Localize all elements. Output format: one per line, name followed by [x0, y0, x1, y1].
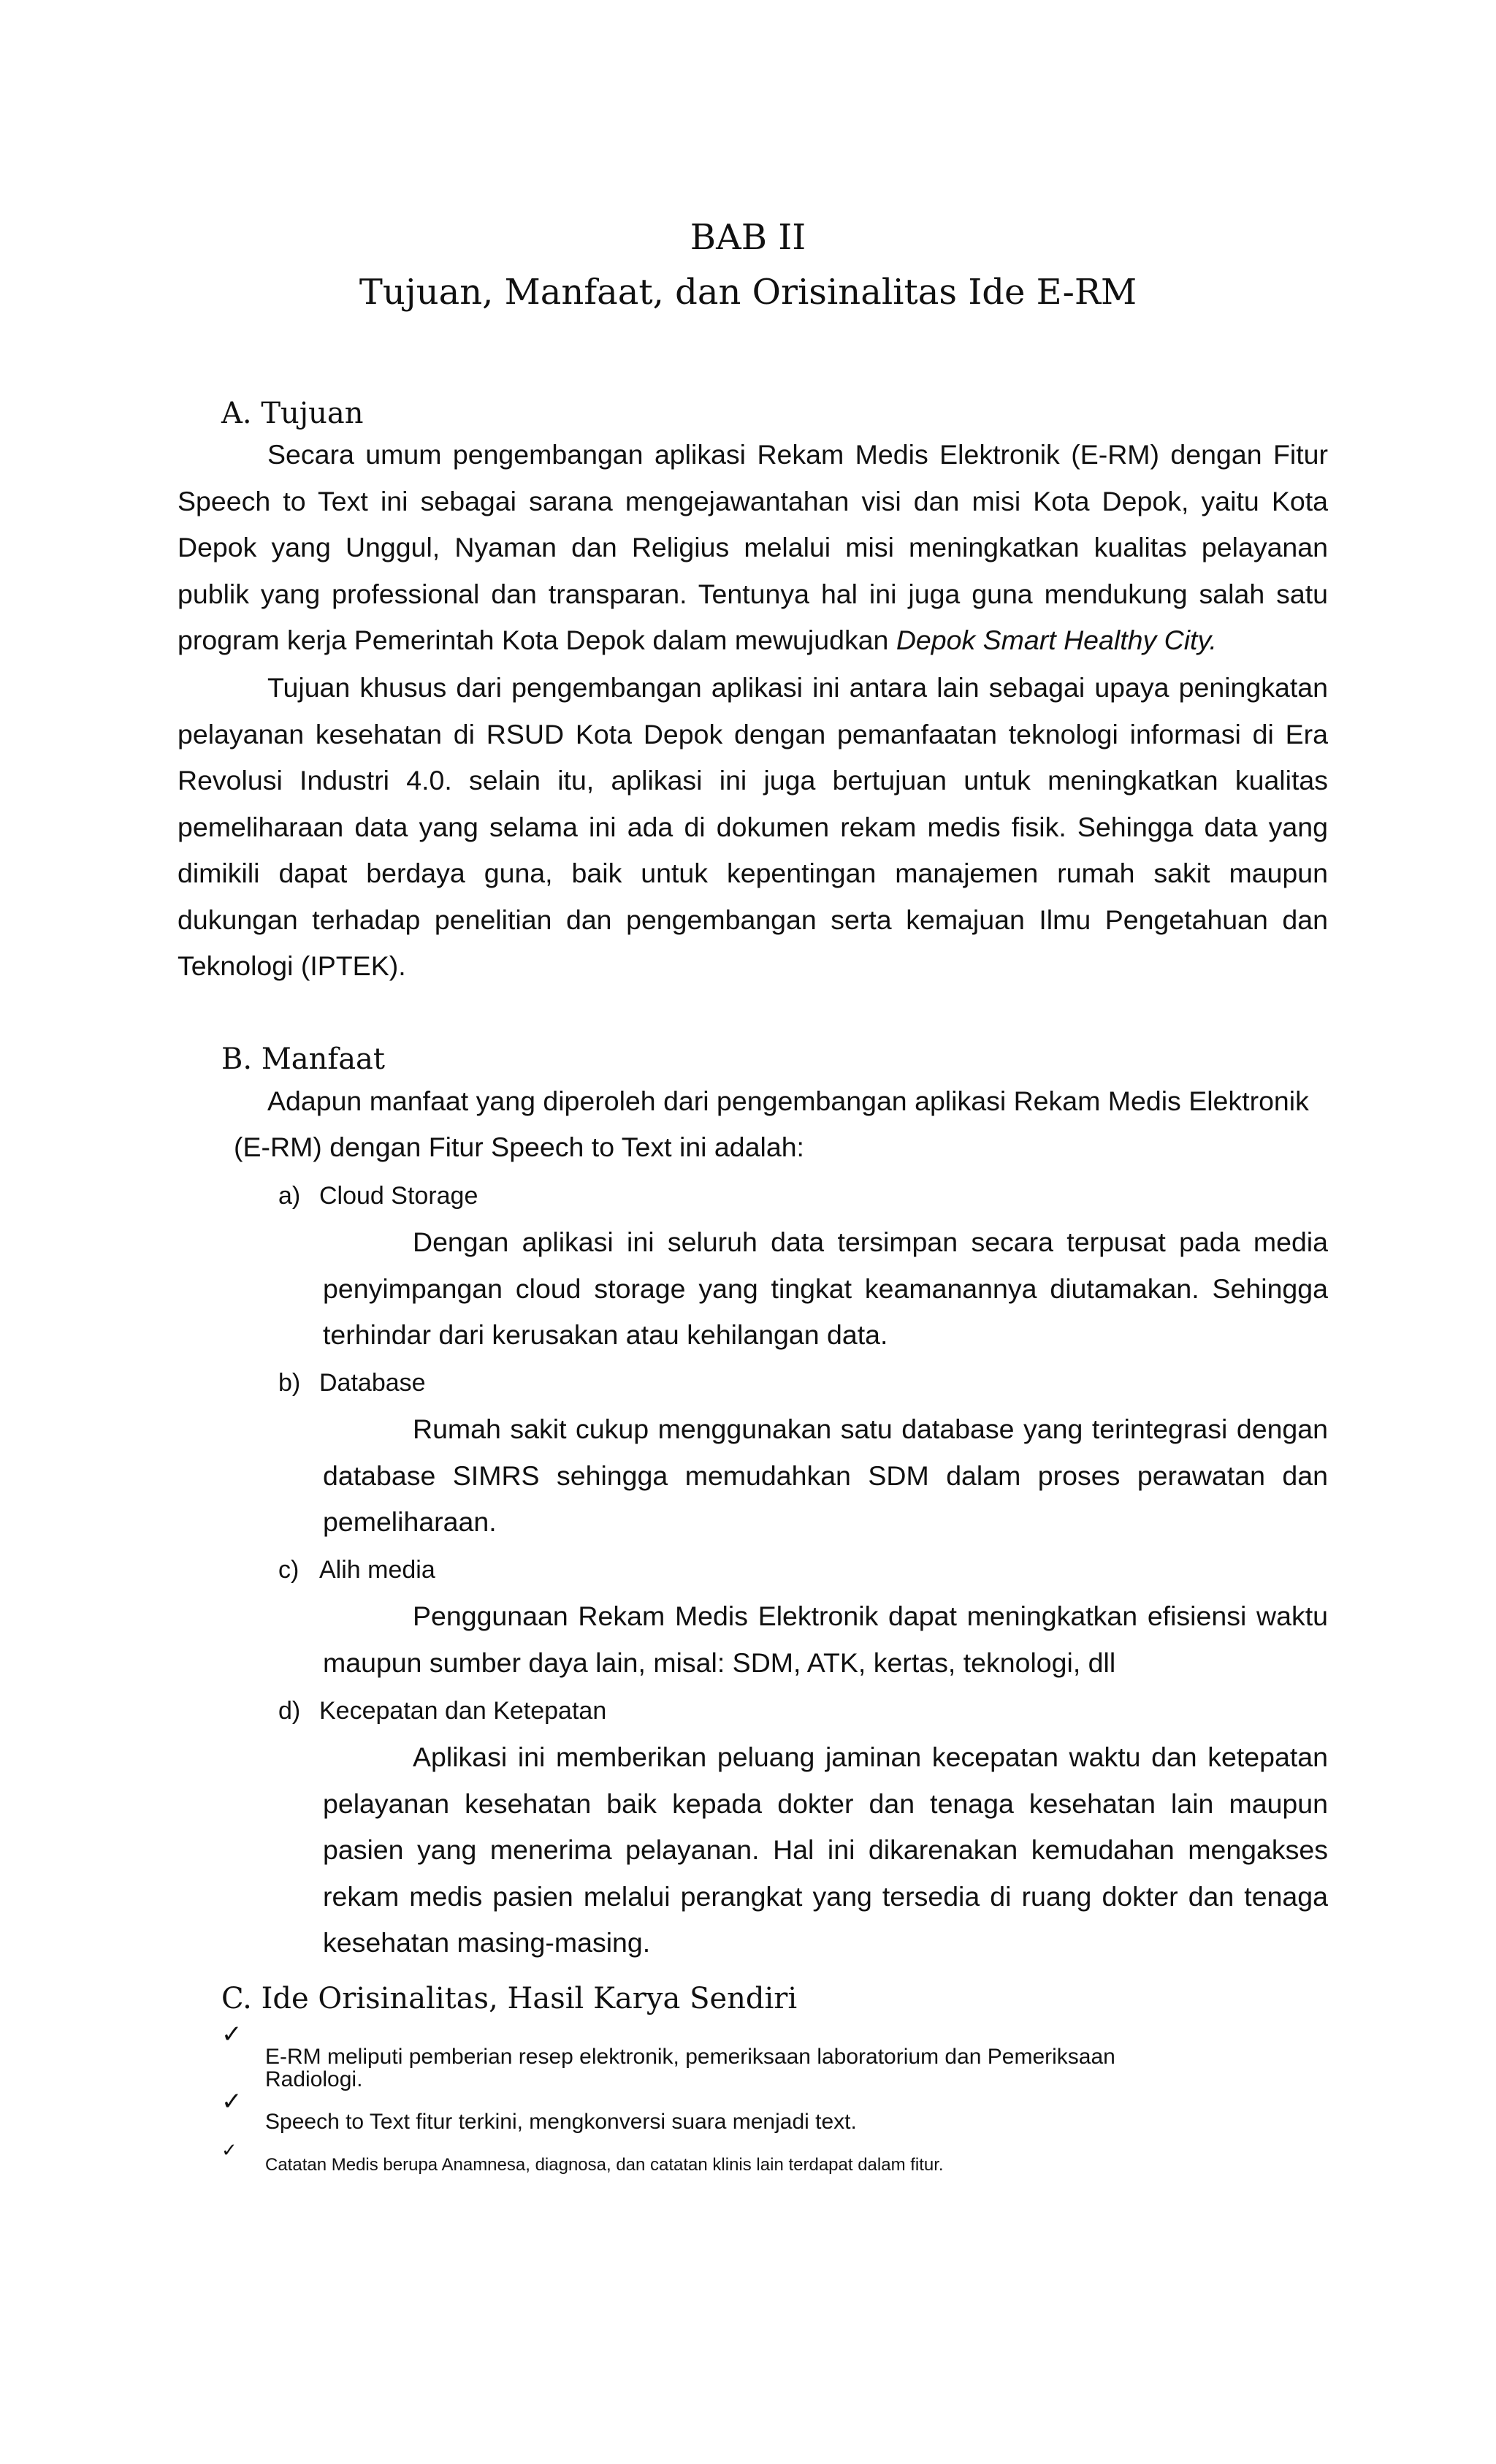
- originality-item-line: Speech to Text fitur terkini, mengkonversi suara menjadi text.: [265, 2110, 857, 2134]
- section-a-paragraph-1: [178, 432, 1328, 664]
- originality-item-line: Catatan Medis berupa Anamnesa, diagnosa, dan catatan klinis lain terdapat dalam fitur.: [265, 2155, 944, 2175]
- section-a-paragraph-1-text: Secara umum pengembangan aplikasi Rekam Medis Elektronik (E-RM) dengan Fitur Speech to Text ini sebagai sarana mengejawantahan visi dan misi Kota Depok, yaitu Kota Depok yang Unggul, Nyaman dan Religius melalui misi meningkatkan kualitas pelayanan publik yang professional dan transparan. Tentunya hal ini juga guna mendukung salah satu program kerja Pemerintah Kota Depok dalam mewujudkan: [178, 439, 1328, 655]
- originality-item-line: E-RM meliputi pemberian resep elektronik, pemeriksaan laboratorium dan Pemeriksaan: [265, 2045, 1115, 2069]
- benefit-item-marker: a): [278, 1182, 301, 1210]
- checkmark-icon: ✓: [221, 2140, 237, 2162]
- benefit-item-marker: c): [278, 1556, 299, 1584]
- benefit-item-description: Dengan aplikasi ini seluruh data tersimpan secara terpusat pada media penyimpangan cloud storage yang tingkat keamanannya diutamakan. Sehingga terhindar dari kerusakan atau kehilangan data.: [323, 1227, 1328, 1350]
- benefit-item-marker: b): [278, 1369, 301, 1397]
- section-b-intro-line-1: Adapun manfaat yang diperoleh dari pengembangan aplikasi Rekam Medis Elektronik: [267, 1086, 1309, 1116]
- benefit-item-title: Alih media: [319, 1556, 435, 1584]
- checkmark-icon: ✓: [221, 2020, 243, 2049]
- benefit-item-title: Kecepatan dan Ketepatan: [319, 1697, 607, 1725]
- benefit-item-description: Rumah sakit cukup menggunakan satu database yang terintegrasi dengan database SIMRS sehingga memudahkan SDM dalam proses perawatan dan pemeliharaan.: [323, 1414, 1328, 1537]
- originality-item-line: Radiologi.: [265, 2067, 363, 2091]
- benefit-item-description: Aplikasi ini memberikan peluang jaminan kecepatan waktu dan ketepatan pelayanan kesehatan baik kepada dokter dan tenaga kesehatan lain maupun pasien yang menerima pelayanan. Hal ini dikarenakan kemudahan mengakses rekam medis pasien melalui perangkat yang tersedia di ruang dokter dan tenaga kesehatan masing-masing.: [323, 1742, 1328, 1958]
- originality-item: [265, 2110, 857, 2135]
- originality-item: [265, 2045, 1115, 2091]
- chapter-number: BAB II: [690, 217, 806, 258]
- benefit-item-label: [278, 1180, 478, 1212]
- originality-item: [265, 2155, 944, 2175]
- benefit-item-description: Penggunaan Rekam Medis Elektronik dapat meningkatkan efisiensi waktu maupun sumber daya lain, misal: SDM, ATK, kertas, teknologi, dll: [323, 1601, 1328, 1678]
- benefit-item-label: [278, 1695, 606, 1727]
- chapter-title: Tujuan, Manfaat, dan Orisinalitas Ide E-RM: [359, 272, 1137, 313]
- section-a-paragraph-2: Tujuan khusus dari pengembangan aplikasi ini antara lain sebagai upaya peningkatan pelayanan kesehatan di RSUD Kota Depok dengan pemanfaatan teknologi informasi di Era Revolusi Industri 4.0. selain itu, aplikasi ini juga bertujuan untuk meningkatkan kualitas pemeliharaan data yang selama ini ada di dokumen rekam medis fisik. Sehingga data yang dimikili dapat berdaya guna, baik untuk kepentingan manajemen rumah sakit maupun dukungan terhadap penelitian dan pengembangan serta kemajuan Ilmu Pengetahuan dan Teknologi (IPTEK).: [178, 672, 1328, 981]
- section-c-heading: C. Ide Orisinalitas, Hasil Karya Sendiri: [221, 1982, 798, 2015]
- section-b-intro-line-2: (E-RM) dengan Fitur Speech to Text ini adalah:: [234, 1132, 804, 1162]
- section-b-heading: B. Manfaat: [221, 1042, 385, 1076]
- benefit-item-label: [278, 1367, 426, 1399]
- checkmark-icon: ✓: [221, 2087, 243, 2116]
- benefit-item-label: [278, 1554, 435, 1586]
- benefit-item-title: Cloud Storage: [319, 1182, 478, 1210]
- benefit-item-marker: d): [278, 1697, 301, 1725]
- benefit-item-title: Database: [319, 1369, 426, 1397]
- section-a-paragraph-1-italic: Depok Smart Healthy City.: [896, 625, 1217, 655]
- section-a-heading: A. Tujuan: [221, 397, 364, 430]
